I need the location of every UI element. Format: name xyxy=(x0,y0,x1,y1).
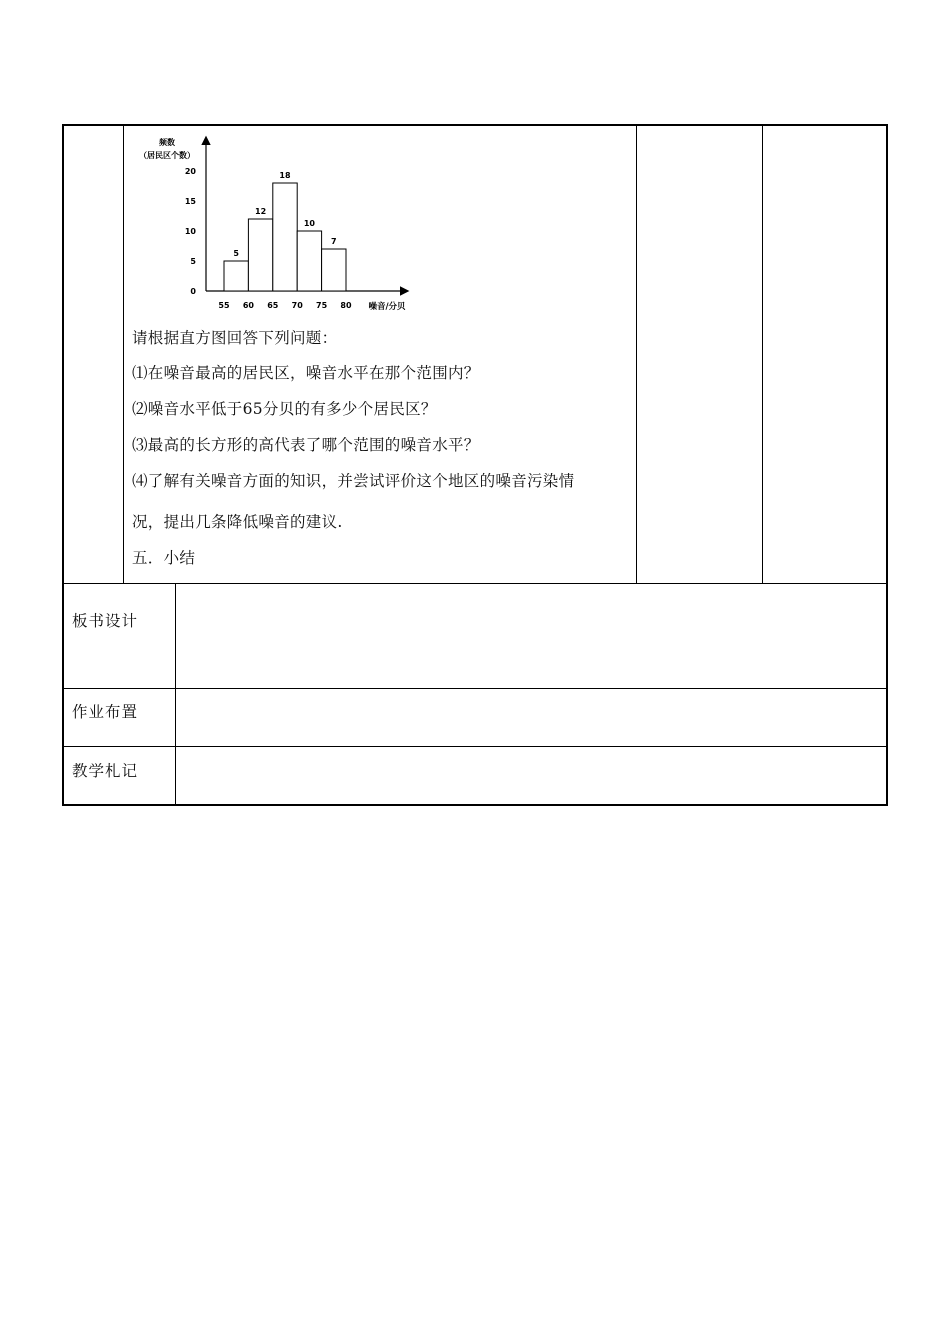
row-divider-3 xyxy=(62,746,888,747)
question-1: ⑴在噪音最高的居民区，噪音水平在那个范围内？ xyxy=(132,364,480,382)
question-prompt: 请根据直方图回答下列问题： xyxy=(132,329,338,347)
upper-col-divider-1 xyxy=(123,124,124,583)
homework-label: 作业布置 xyxy=(72,703,139,721)
teaching-notes-label: 教学札记 xyxy=(72,762,139,780)
bar-value-label: 7 xyxy=(331,237,337,246)
histogram-bar xyxy=(273,183,297,291)
row-divider-1 xyxy=(62,583,888,584)
x-tick-label: 60 xyxy=(242,301,254,310)
x-tick-label: 70 xyxy=(291,301,303,310)
x-tick-label: 65 xyxy=(267,301,279,310)
y-tick-label: 15 xyxy=(184,197,196,206)
question-4-line2: 况，提出几条降低噪音的建议. xyxy=(132,513,343,531)
upper-col-divider-2 xyxy=(636,124,637,583)
noise-histogram xyxy=(130,130,430,315)
question-3: ⑶最高的长方形的高代表了哪个范围的噪音水平？ xyxy=(132,436,480,454)
section-summary-heading: 五．小结 xyxy=(132,549,196,567)
histogram-bar xyxy=(248,219,272,291)
histogram-bar xyxy=(322,249,346,291)
row-divider-2 xyxy=(62,688,888,689)
x-tick-label: 55 xyxy=(218,301,230,310)
histogram-bar xyxy=(224,261,248,291)
bar-value-label: 10 xyxy=(303,219,315,228)
x-axis-label: 噪音/分贝 xyxy=(368,302,406,312)
y-tick-label: 0 xyxy=(190,287,196,296)
y-tick-label: 20 xyxy=(184,167,196,176)
x-tick-label: 75 xyxy=(316,301,328,310)
label-col-divider xyxy=(175,583,176,805)
table-top-border xyxy=(62,124,888,126)
bar-value-label: 12 xyxy=(255,207,267,216)
bar-value-label: 18 xyxy=(279,171,291,180)
x-tick-label: 80 xyxy=(340,301,352,310)
bar-value-label: 5 xyxy=(233,249,239,258)
table-right-border xyxy=(886,124,888,806)
y-tick-label: 10 xyxy=(184,227,196,236)
y-axis-label-line1: 频数 xyxy=(159,138,175,147)
table-left-border xyxy=(62,124,64,806)
histogram-bar xyxy=(297,231,321,291)
upper-col-divider-3 xyxy=(762,124,763,583)
y-axis-label-line2: （居民区个数） xyxy=(139,151,195,160)
y-tick-label: 5 xyxy=(190,257,196,266)
table-bottom-border xyxy=(62,804,888,806)
board-design-label: 板书设计 xyxy=(72,612,139,630)
question-4-line1: ⑷了解有关噪音方面的知识，并尝试评价这个地区的噪音污染情 xyxy=(132,472,575,490)
question-2: ⑵噪音水平低于65分贝的有多少个居民区？ xyxy=(132,400,437,418)
